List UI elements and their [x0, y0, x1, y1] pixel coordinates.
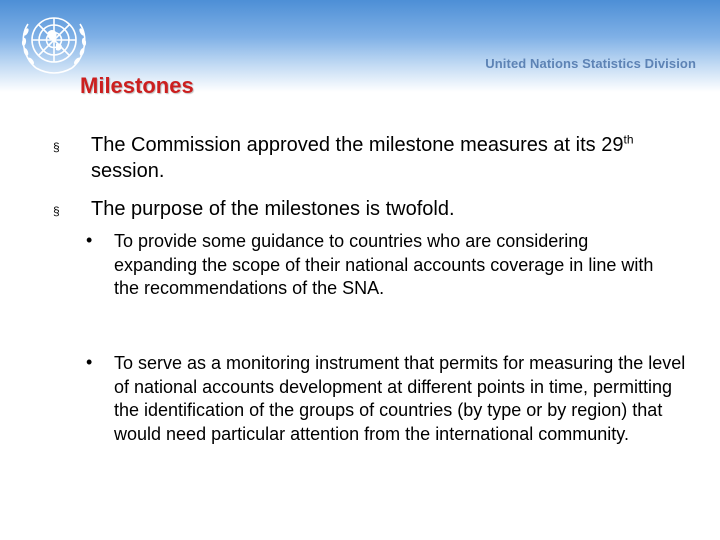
- sub-bullet-marker: •: [86, 352, 93, 372]
- sub-bullet-marker: •: [86, 230, 93, 250]
- bullet-text-part: The Commission approved the milestone measures at its 29: [91, 134, 624, 156]
- sub-bullet-text: To serve as a monitoring instrument that permits for measuring the level of national accounts development at different points in time, permitting the identification of the groups of countries (by type or by region) that would need particular attention from the international community.: [114, 353, 686, 444]
- bullet-text-part: session.: [91, 160, 165, 182]
- bullet-marker: §: [53, 204, 60, 218]
- division-name: United Nations Statistics Division: [485, 56, 696, 71]
- bullet-text: The purpose of the milestones is twofold.: [91, 198, 455, 220]
- bullet-text: [91, 132, 691, 184]
- bullet-text-superscript: th: [623, 132, 634, 147]
- un-emblem-icon: [14, 6, 94, 80]
- slide-title: Milestones: [80, 73, 194, 98]
- bullet-marker: §: [53, 140, 60, 154]
- sub-bullet-text: To provide some guidance to countries who are considering expanding the scope of their national accounts coverage in line with the recommendations of the SNA.: [114, 231, 654, 298]
